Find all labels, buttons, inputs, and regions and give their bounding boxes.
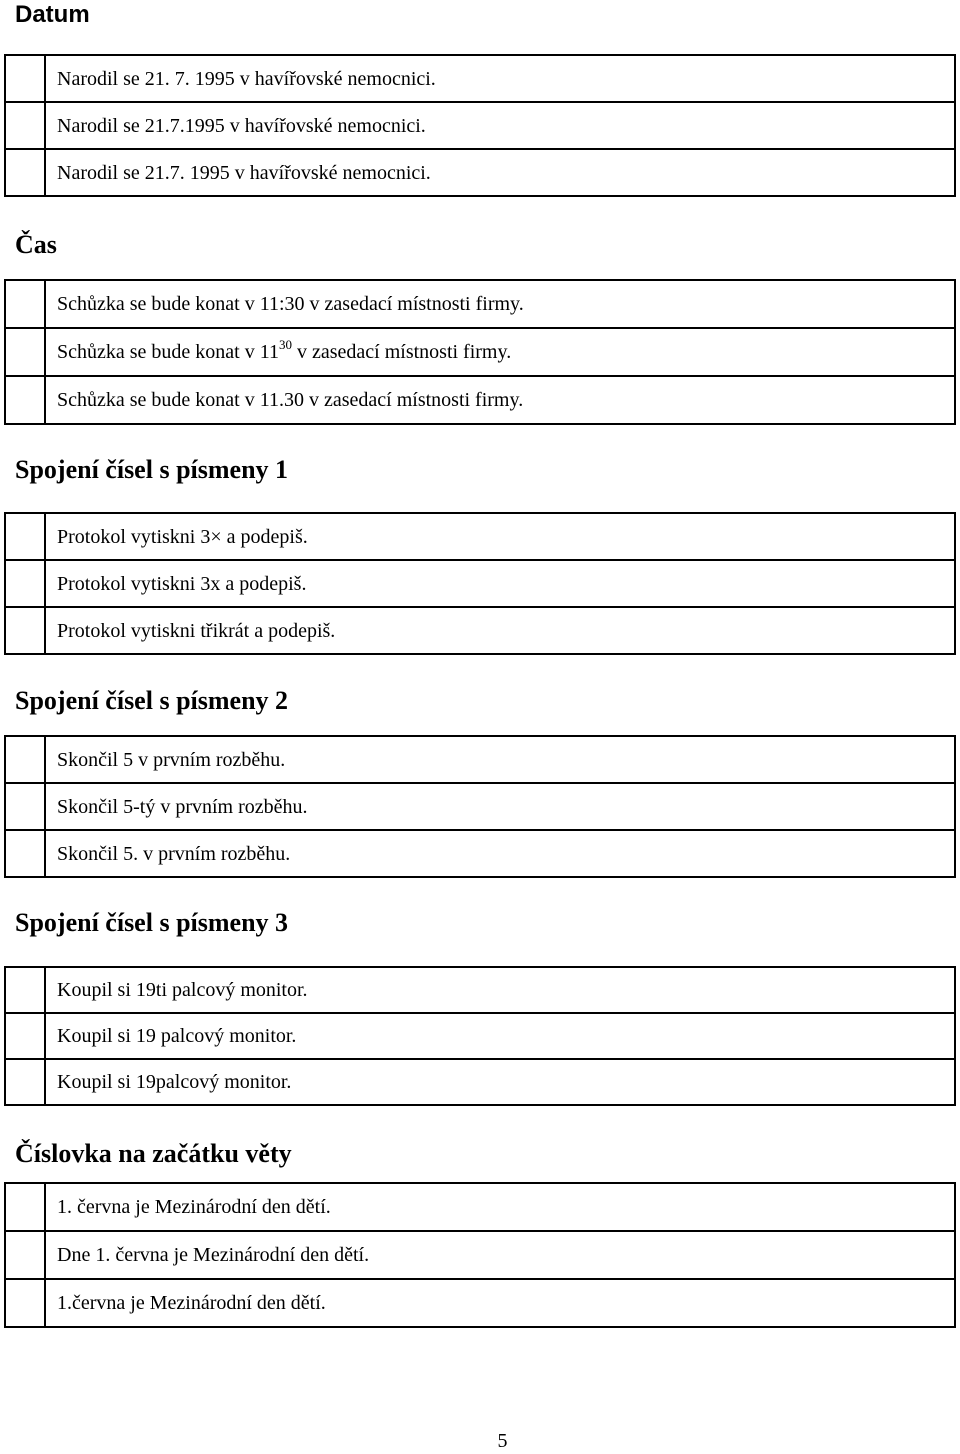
option-text-before: Schůzka se bude konat v 11 bbox=[57, 341, 279, 363]
option-text: Protokol vytiskni 3x a podepiš. bbox=[45, 560, 955, 607]
option-text: Skončil 5-tý v prvním rozběhu. bbox=[45, 783, 955, 830]
table-row bbox=[5, 830, 955, 877]
table-row bbox=[5, 607, 955, 654]
table-row bbox=[5, 376, 955, 424]
option-text: Narodil se 21.7.1995 v havířovské nemocnici. bbox=[45, 102, 955, 149]
option-text: Skončil 5. v prvním rozběhu. bbox=[45, 830, 955, 877]
answer-checkbox[interactable] bbox=[5, 376, 45, 424]
table-row bbox=[5, 328, 955, 376]
section-heading-spojeni-2: Spojení čísel s písmeny 2 bbox=[15, 686, 289, 715]
table-row bbox=[5, 1059, 955, 1105]
table-row bbox=[5, 1279, 955, 1327]
section-heading-cas: Čas bbox=[15, 230, 57, 259]
options-table-cislovka bbox=[4, 1182, 956, 1328]
table-row bbox=[5, 783, 955, 830]
option-text: Protokol vytiskni třikrát a podepiš. bbox=[45, 607, 955, 654]
option-text bbox=[45, 328, 955, 376]
table-row bbox=[5, 149, 955, 196]
answer-checkbox[interactable] bbox=[5, 1231, 45, 1279]
option-text: Koupil si 19 palcový monitor. bbox=[45, 1013, 955, 1059]
answer-checkbox[interactable] bbox=[5, 830, 45, 877]
options-table-spojeni-1 bbox=[4, 512, 956, 655]
answer-checkbox[interactable] bbox=[5, 736, 45, 783]
option-text: Narodil se 21. 7. 1995 v havířovské nemocnici. bbox=[45, 55, 955, 102]
answer-checkbox[interactable] bbox=[5, 513, 45, 560]
superscript-minutes: 30 bbox=[278, 337, 292, 352]
options-table-spojeni-3 bbox=[4, 966, 956, 1106]
option-text: Skončil 5 v prvním rozběhu. bbox=[45, 736, 955, 783]
options-table-cas bbox=[4, 279, 956, 425]
answer-checkbox[interactable] bbox=[5, 1279, 45, 1327]
options-table-datum bbox=[4, 54, 956, 197]
answer-checkbox[interactable] bbox=[5, 783, 45, 830]
table-row bbox=[5, 1231, 955, 1279]
page-number: 5 bbox=[497, 1430, 508, 1452]
table-row bbox=[5, 1183, 955, 1231]
section-heading-cislovka: Číslovka na začátku věty bbox=[15, 1139, 292, 1168]
table-row bbox=[5, 1013, 955, 1059]
option-text: Koupil si 19palcový monitor. bbox=[45, 1059, 955, 1105]
option-text: Schůzka se bude konat v 11.30 v zasedací místnosti firmy. bbox=[45, 376, 955, 424]
option-text: Protokol vytiskni 3× a podepiš. bbox=[45, 513, 955, 560]
answer-checkbox[interactable] bbox=[5, 149, 45, 196]
option-text: Narodil se 21.7. 1995 v havířovské nemocnici. bbox=[45, 149, 955, 196]
table-row bbox=[5, 560, 955, 607]
option-text: 1. června je Mezinárodní den dětí. bbox=[45, 1183, 955, 1231]
option-text: Dne 1. června je Mezinárodní den dětí. bbox=[45, 1231, 955, 1279]
answer-checkbox[interactable] bbox=[5, 328, 45, 376]
answer-checkbox[interactable] bbox=[5, 967, 45, 1013]
answer-checkbox[interactable] bbox=[5, 1013, 45, 1059]
options-table-spojeni-2 bbox=[4, 735, 956, 878]
table-row bbox=[5, 736, 955, 783]
section-heading-spojeni-1: Spojení čísel s písmeny 1 bbox=[15, 455, 289, 484]
option-text: 1.června je Mezinárodní den dětí. bbox=[45, 1279, 955, 1327]
answer-checkbox[interactable] bbox=[5, 607, 45, 654]
answer-checkbox[interactable] bbox=[5, 1059, 45, 1105]
section-heading-spojeni-3: Spojení čísel s písmeny 3 bbox=[15, 908, 289, 937]
table-row bbox=[5, 102, 955, 149]
option-text: Koupil si 19ti palcový monitor. bbox=[45, 967, 955, 1013]
table-row bbox=[5, 280, 955, 328]
answer-checkbox[interactable] bbox=[5, 55, 45, 102]
answer-checkbox[interactable] bbox=[5, 560, 45, 607]
answer-checkbox[interactable] bbox=[5, 280, 45, 328]
answer-checkbox[interactable] bbox=[5, 1183, 45, 1231]
option-text-after: v zasedací místnosti firmy. bbox=[291, 341, 512, 363]
answer-checkbox[interactable] bbox=[5, 102, 45, 149]
option-text: Schůzka se bude konat v 11:30 v zasedací místnosti firmy. bbox=[45, 280, 955, 328]
table-row bbox=[5, 55, 955, 102]
table-row bbox=[5, 513, 955, 560]
section-heading-datum: Datum bbox=[15, 1, 90, 28]
table-row bbox=[5, 967, 955, 1013]
